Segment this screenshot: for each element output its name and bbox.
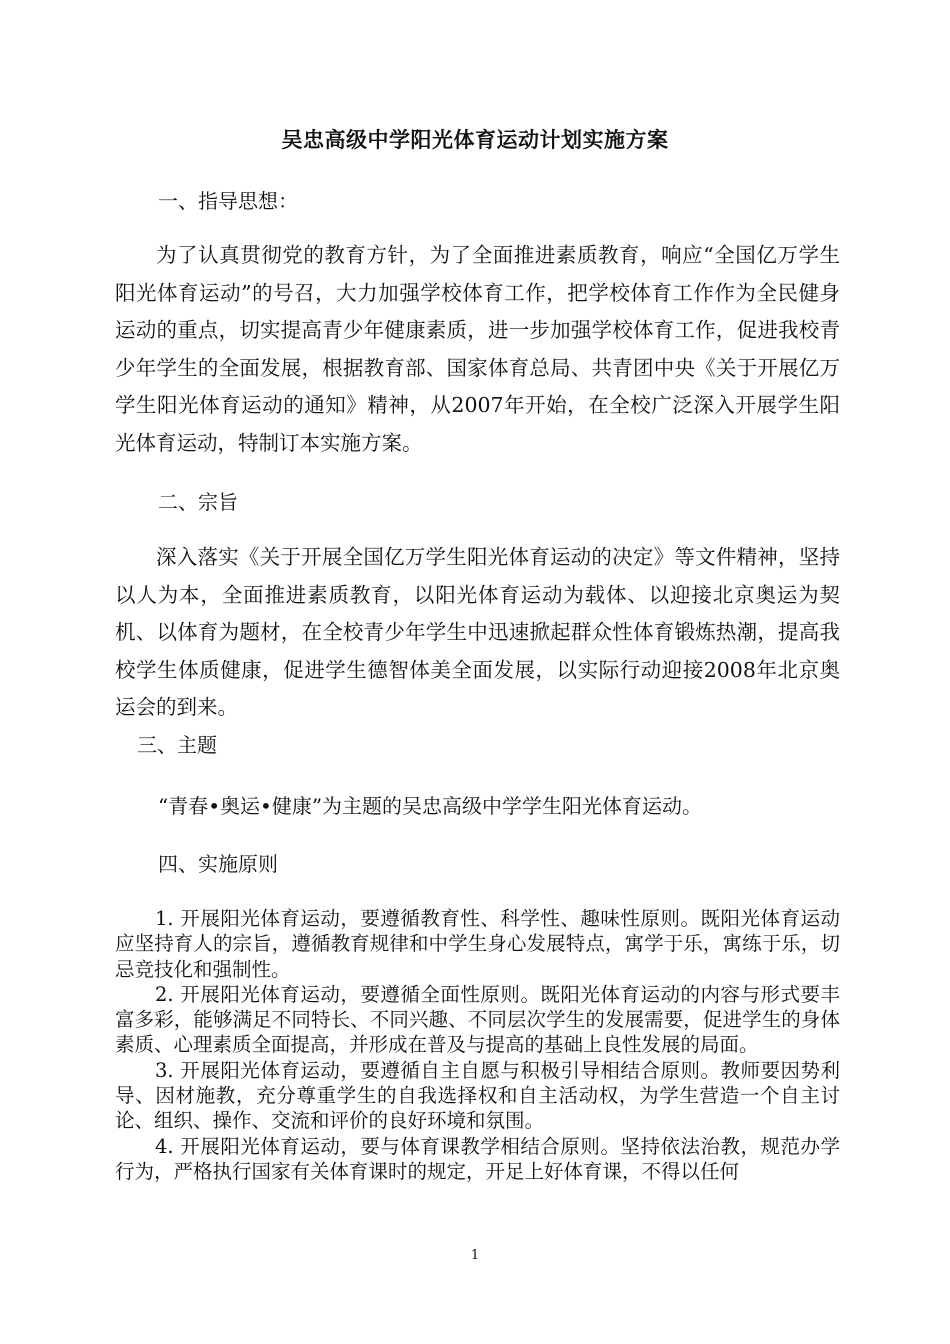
document-title: 吴忠高级中学阳光体育运动计划实施方案 — [281, 127, 669, 152]
principle-item: 2. 开展阳光体育运动，要遵循全面性原则。既阳光体育运动的内容与形式要丰富多彩，能够满足不同特长、不同兴趣、不同层次学生的发展需要，促进学生的身体素质、心理素质全面提高，并形成在普及与提高的基础上良性发展的局面。 — [115, 982, 840, 1057]
principles-list — [115, 906, 840, 1184]
section-heading-principles: 四、实施原则 — [158, 852, 278, 876]
section-body-purpose — [115, 539, 840, 727]
principle-item: 1. 开展阳光体育运动，要遵循教育性、科学性、趣味性原则。既阳光体育运动应坚持育人的宗旨，遵循教育规律和中学生身心发展特点，寓学于乐，寓练于乐，切忌竞技化和强制性。 — [115, 907, 840, 981]
paragraph: 为了认真贯彻党的教育方针，为了全面推进素质教育，响应“全国亿万学生阳光体育运动”的号召，大力加强学校体育工作，把学校体育工作作为全民健身运动的重点，切实提高青少年健康素质，进一步加强学校体育工作，促进我校青少年学生的全面发展，根据教育部、国家体育总局、共青团中央《关于开展亿万学生阳光体育运动的通知》精神，从2007年开始，在全校广泛深入开展学生阳光体育运动，特制订本实施方案。 — [115, 243, 840, 455]
page-number: 1 — [470, 1248, 480, 1263]
section-body-theme: “青春•奥运•健康”为主题的吴忠高级中学学生阳光体育运动。 — [158, 794, 703, 818]
principle-item: 4. 开展阳光体育运动，要与体育课教学相结合原则。坚持依法治教，规范办学行为，严格执行国家有关体育课时的规定，开足上好体育课，不得以任何 — [115, 1134, 840, 1183]
section-heading-theme: 三、主题 — [137, 733, 217, 757]
paragraph: 深入落实《关于开展全国亿万学生阳光体育运动的决定》等文件精神，坚持以人为本，全面推进素质教育，以阳光体育运动为载体、以迎接北京奥运为契机、以体育为题材，在全校青少年学生中迅速掀起群众性体育锻炼热潮，提高我校学生体质健康，促进学生德智体美全面发展，以实际行动迎接2008年北京奥运会的到来。 — [115, 545, 840, 719]
section-heading-guiding-thought: 一、指导思想： — [158, 189, 298, 213]
section-heading-purpose: 二、宗旨 — [158, 490, 238, 514]
principle-item: 3. 开展阳光体育运动，要遵循自主自愿与积极引导相结合原则。教师要因势利导、因材施教，充分尊重学生的自我选择权和自主活动权，为学生营造一个自主讨论、组织、操作、交流和评价的良好环境和氛围。 — [115, 1058, 840, 1133]
section-body-guiding-thought — [115, 237, 840, 462]
